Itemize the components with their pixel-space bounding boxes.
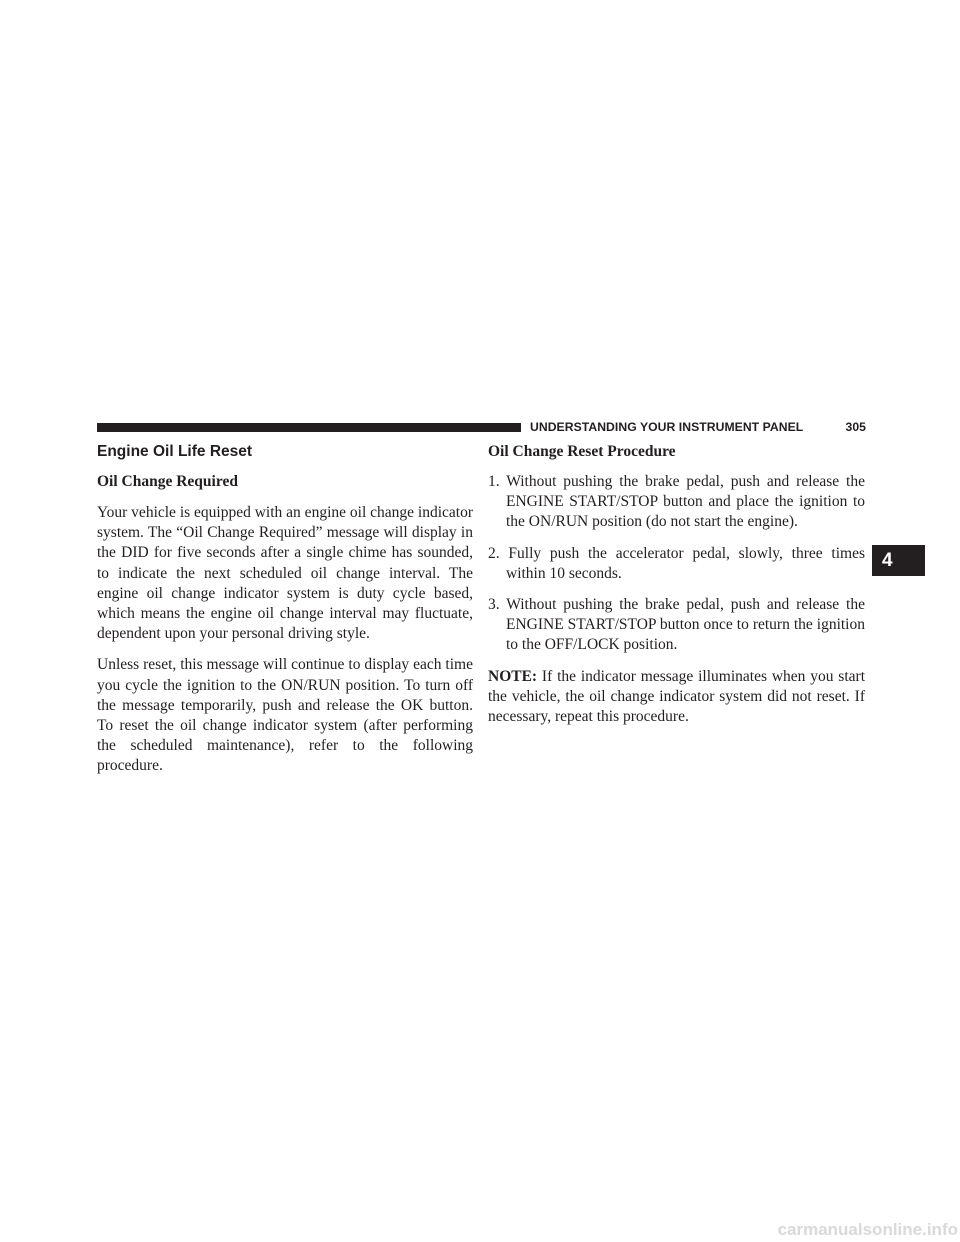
section-title: Engine Oil Life Reset	[97, 443, 253, 460]
chapter-tab	[872, 545, 925, 576]
left-column	[97, 438, 473, 777]
subheading-oil-change-required: Oil Change Required	[97, 473, 238, 490]
page-header	[530, 418, 866, 436]
chapter-number: 4	[882, 550, 893, 571]
chapter-title: UNDERSTANDING YOUR INSTRUMENT PANEL	[530, 420, 804, 434]
subheading-reset-procedure: Oil Change Reset Procedure	[488, 443, 676, 460]
note-label: NOTE:	[488, 667, 538, 685]
header-rule	[97, 423, 521, 432]
procedure-step: 2. Fully push the accelerator pedal, slowly, three times within 10 seconds.	[488, 544, 865, 582]
watermark: carmanualsonline.info	[777, 1220, 958, 1239]
procedure-step: 3. Without pushing the brake pedal, push and release the ENGINE START/STOP button once to return the ignition to the OFF/LOCK position.	[488, 596, 865, 654]
procedure-step: 1. Without pushing the brake pedal, push and release the ENGINE START/STOP button and place the ignition to the ON/RUN position (do not start the engine).	[488, 473, 865, 531]
page-number: 305	[845, 420, 866, 434]
note-paragraph	[488, 667, 865, 728]
procedure-steps	[488, 472, 865, 656]
paragraph-reset-info: Unless reset, this message will continue to display each time you cycle the ignition to the ON/RUN position. To turn off the message temporarily, push and release the OK button. To reset the oil change indicator system (after performing the scheduled maintenance), refer to the following procedure.	[97, 656, 473, 775]
note-text: If the indicator message illuminates when you start the vehicle, the oil change indicator system did not reset. If necessary, repeat this procedure.	[488, 667, 865, 726]
right-column	[488, 438, 865, 727]
paragraph-indicator-system: Your vehicle is equipped with an engine oil change indicator system. The “Oil Change Required” message will display in the DID for five seconds after a single chime has sounded, to indicate the next scheduled oil change interval. The engine oil change indicator system is duty cycle based, which means the engine oil change interval may fluctuate, dependent upon your personal driving style.	[97, 504, 473, 643]
